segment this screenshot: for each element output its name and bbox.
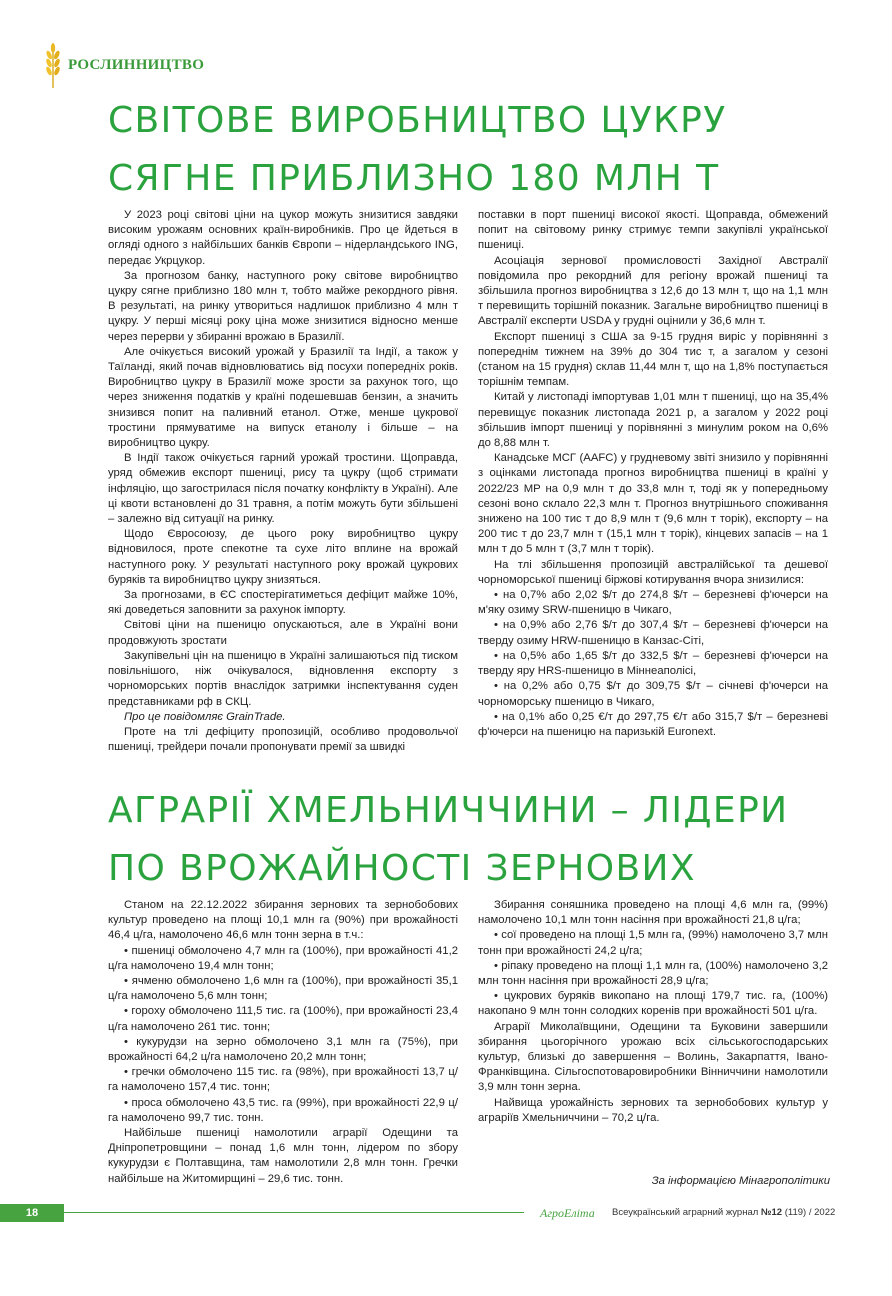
issue-suffix: (119) / 2022 (782, 1207, 836, 1218)
list-item: • сої проведено на площі 1,5 млн га, (99%) намолочено 3,7 млн тонн при врожайності 24,2 ц/га; (478, 929, 828, 957)
list-item: • на 0,9% або 2,76 $/т до 307,4 $/т – березневі ф'ючерси на тверду озиму HRW-пшеницю в Канзас-Сіті, (478, 619, 828, 647)
paragraph: Асоціація зернової промисловості Західної Австралії повідомила про рекордний для регіону врожай пшениці та збільшила прогноз виробництва з 12,6 до 13 млн т, що на 1,1 млн т перевищить торішній показник. Загальне виробництво пшениці в Австралії експерти USDA у грудні оцінили у 36,6 млн т. (478, 254, 828, 328)
paragraph: Станом на 22.12.2022 збирання зернових та зернобобових культур проведено на площі 10,1 млн га (90%) при врожайності 46,4 ц/га, намолочено 46,6 млн тонн зерна в т.ч.: (108, 899, 458, 942)
article1-right-column (478, 208, 828, 740)
paragraph: За прогнозами, в ЄС спостерігатиметься дефіцит майже 10%, які доведеться заповнити за рахунок імпорту. (108, 589, 458, 617)
paragraph: Закупівельні цін на пшеницю в Україні залишаються під тиском повільнішого, ніж очікувалося, відновлення експорту з чорноморських портів внаслідок затримки інспектування суден представниками рф в СКЦ. (108, 649, 458, 708)
paragraph: За прогнозом банку, наступного року світове виробництво цукру сягне приблизно 180 млн т, тобто майже рекордного рівня. В результаті, на ринку утвориться надлишок приблизно 4 млн т цукру. У перші місяці року ціна може знизитися відносно менше через перерви у збиранні врожаю в Бразилії. (108, 269, 458, 343)
article2-source: За інформацією Мінагрополітики (651, 1175, 830, 1187)
list-item: • цукрових буряків викопано на площі 179,7 тис. га, (100%) накопано 9 млн тонн солодких коренів при врожайності 501 ц/га. (478, 990, 828, 1018)
list-item: • гороху обмолочено 111,5 тис. га (100%), при врожайності 23,4 ц/га намолочено 261 тис. тонн; (108, 1005, 458, 1033)
wheat-icon (42, 40, 64, 90)
paragraph: Збирання соняшника проведено на площі 4,6 млн га, (99%) намолочено 10,1 млн тонн насіння при врожайності 21,8 ц/га; (478, 899, 828, 927)
paragraph: Але очікується високий урожай у Бразилії та Індії, а також у Таїланді, який почав відновлюватись від посухи попередніх років. Виробництво цукру в Бразилії може зрости за рахунок того, що через зниження податків у країні подешевшав бензин, а значить знизився попит на паливний етанол. Отже, менше цукрової тростини прямуватиме на випуск етанолу і більше – на виробництво цукру. (108, 345, 458, 450)
list-item: • на 0,7% або 2,02 $/т до 274,8 $/т – березневі ф'ючерси на м'яку озиму SRW-пшеницю в Чикаго, (478, 589, 828, 617)
section-label: РОСЛИННИЦТВО (68, 56, 205, 73)
paragraph: Аграрії Миколаївщини, Одещини та Буковини завершили збирання цьогорічного урожаю всіх сільськогосподарських культур, близькі до завершення – Волинь, Закарпаття, Івано-Франківщина. Сільгоспотоваровиробники Вінниччини намолотили 3,9 млн тонн зерна. (478, 1020, 828, 1094)
footer-divider (64, 1212, 524, 1213)
paragraph: На тлі збільшення пропозицій австралійської та дешевої чорноморської пшениці біржові котирування вчора знизилися: (478, 558, 828, 586)
list-item: • кукурудзи на зерно обмолочено 3,1 млн га (75%), при врожайності 64,2 ц/га намолочено 20,2 млн тонн; (108, 1035, 458, 1064)
paragraph: Щодо Євросоюзу, де цього року виробництво цукру відновилося, проте спекотне та сухе літо вплине на врожай наступного року. У результаті наступного року врожай цукрових буряків та виробництво цукру знизяться. (108, 528, 458, 586)
subheading: Світові ціни на пшеницю опускаються, але в Україні вони продовжують зростати (108, 619, 458, 647)
footer-brand-logo: АгроЕліта (540, 1206, 595, 1220)
section-header (42, 40, 204, 90)
footer-journal-info (612, 1207, 835, 1218)
article2-title: АГРАРІЇ ХМЕЛЬНИЧЧИНИ – ЛІДЕРИ ПО ВРОЖАЙНОСТІ ЗЕРНОВИХ (108, 790, 789, 889)
article2-right-column (478, 898, 828, 1126)
paragraph: Китай у листопаді імпортував 1,01 млн т пшениці, що на 35,4% перевищує показник листопада 2021 р, а загалом у 2022 році збільшив імпорт пшениці у порівнянні з минулим роком на 0,6% до 8,88 млн т. (478, 391, 828, 450)
article2-left-column (108, 898, 458, 1187)
list-item: • ячменю обмолочено 1,6 млн га (100%), при врожайності 35,1 ц/га намолочено 5,6 млн тонн; (108, 975, 458, 1003)
paragraph: Найбільше пшениці намолотили аграрії Одещини та Дніпропетровщини – понад 1,6 млн тонн, лідером по збору кукурудзи є Полтавщина, там намолотили 2,8 млн тонн. Гречки найбільше на Житомирщині – 29,6 тис. тонн. (108, 1127, 458, 1185)
source-note: Про це повідомляє GrainTrade. (124, 710, 286, 723)
list-item: • на 0,5% або 1,65 $/т до 332,5 $/т – березневі ф'ючерси на тверду яру HRS-пшеницю в Міннеаполісі, (478, 649, 828, 678)
paragraph: Проте на тлі дефіциту пропозицій, особливо продовольчої пшениці, трейдери почали пропонувати премії за швидкі (108, 725, 458, 754)
list-item: • ріпаку проведено на площі 1,1 млн га, (100%) намолочено 3,2 млн тонн насіння при врожайності 28,9 ц/га; (478, 959, 828, 988)
list-item: • пшениці обмолочено 4,7 млн га (100%), при врожайності 41,2 ц/га намолочено 19,4 млн тонн; (108, 944, 458, 972)
paragraph: В Індії також очікується гарний урожай тростини. Щоправда, уряд обмежив експорт пшениці, рису та цукру (щоб стримати інфляцію, що загострилася після початку конфлікту в Україні). Але ці квоти встановлені до 31 травня, а потім можуть бути збільшені – залежно від ситуації на ринку. (108, 452, 458, 526)
list-item: • гречки обмолочено 115 тис. га (98%), при врожайності 13,7 ц/га намолочено 157,4 тис. тонн; (108, 1066, 458, 1094)
issue-number: №12 (760, 1207, 783, 1218)
paragraph: У 2023 році світові ціни на цукор можуть знизитися завдяки високим урожаям основних країн-виробників. Про це йдеться в огляді одного з найбільших банків Європи – нідерландського ING, передає Укрцукор. (108, 209, 458, 267)
article1-left-column (108, 208, 458, 755)
page-number: 18 (0, 1204, 64, 1222)
list-item: • на 0,1% або 0,25 €/т до 297,75 €/т або 315,7 $/т – березневі ф'ючерси на пшеницю на паризькій Euronext. (478, 710, 828, 738)
paragraph: поставки в порт пшениці високої якості. Щоправда, обмежений попит на світовому ринку стримує темпи закупівлі української пшениці. (478, 209, 828, 252)
paragraph: Експорт пшениці з США за 9-15 грудня виріс у порівнянні з попереднім тижнем на 39% до 304 тис т, а загалом у сезоні (станом на 15 грудня) склав 11,44 млн т, що на 1,8% поступається торішнім темпам. (478, 330, 828, 389)
article1-title: СВІТОВЕ ВИРОБНИЦТВО ЦУКРУ СЯГНЕ ПРИБЛИЗНО 180 МЛН Т (108, 100, 727, 199)
journal-name: Всеукраїнський аграрний журнал (612, 1207, 761, 1218)
list-item: • на 0,2% або 0,75 $/т до 309,75 $/т – січневі ф'ючерси на чорноморську пшеницю в Чикаго, (478, 680, 828, 708)
paragraph: Канадське МСГ (AAFC) у грудневому звіті знизило у порівнянні з оцінками листопада прогноз виробництва пшениці в країні у 2022/23 МР на 0,9 млн т до 33,8 млн т, тоді як у попередньому сезоні воно склало 22,3 млн т. Прогноз внутрішнього споживання знижено на 100 тис т до 8,9 млн т (9,6 млн т торік), експорту – на 200 тис т до 23,7 млн т (15,1 млн т торік), кінцевих запасів – на 1 млн т до 5 млн т (3,7 млн т торік). (478, 452, 828, 556)
list-item: • проса обмолочено 43,5 тис. га (99%), при врожайності 22,9 ц/га намолочено 99,7 тис. тонн. (108, 1096, 458, 1124)
paragraph: Найвища урожайність зернових та зернобобових культур у аграріїв Хмельниччини – 70,2 ц/га. (478, 1096, 828, 1124)
